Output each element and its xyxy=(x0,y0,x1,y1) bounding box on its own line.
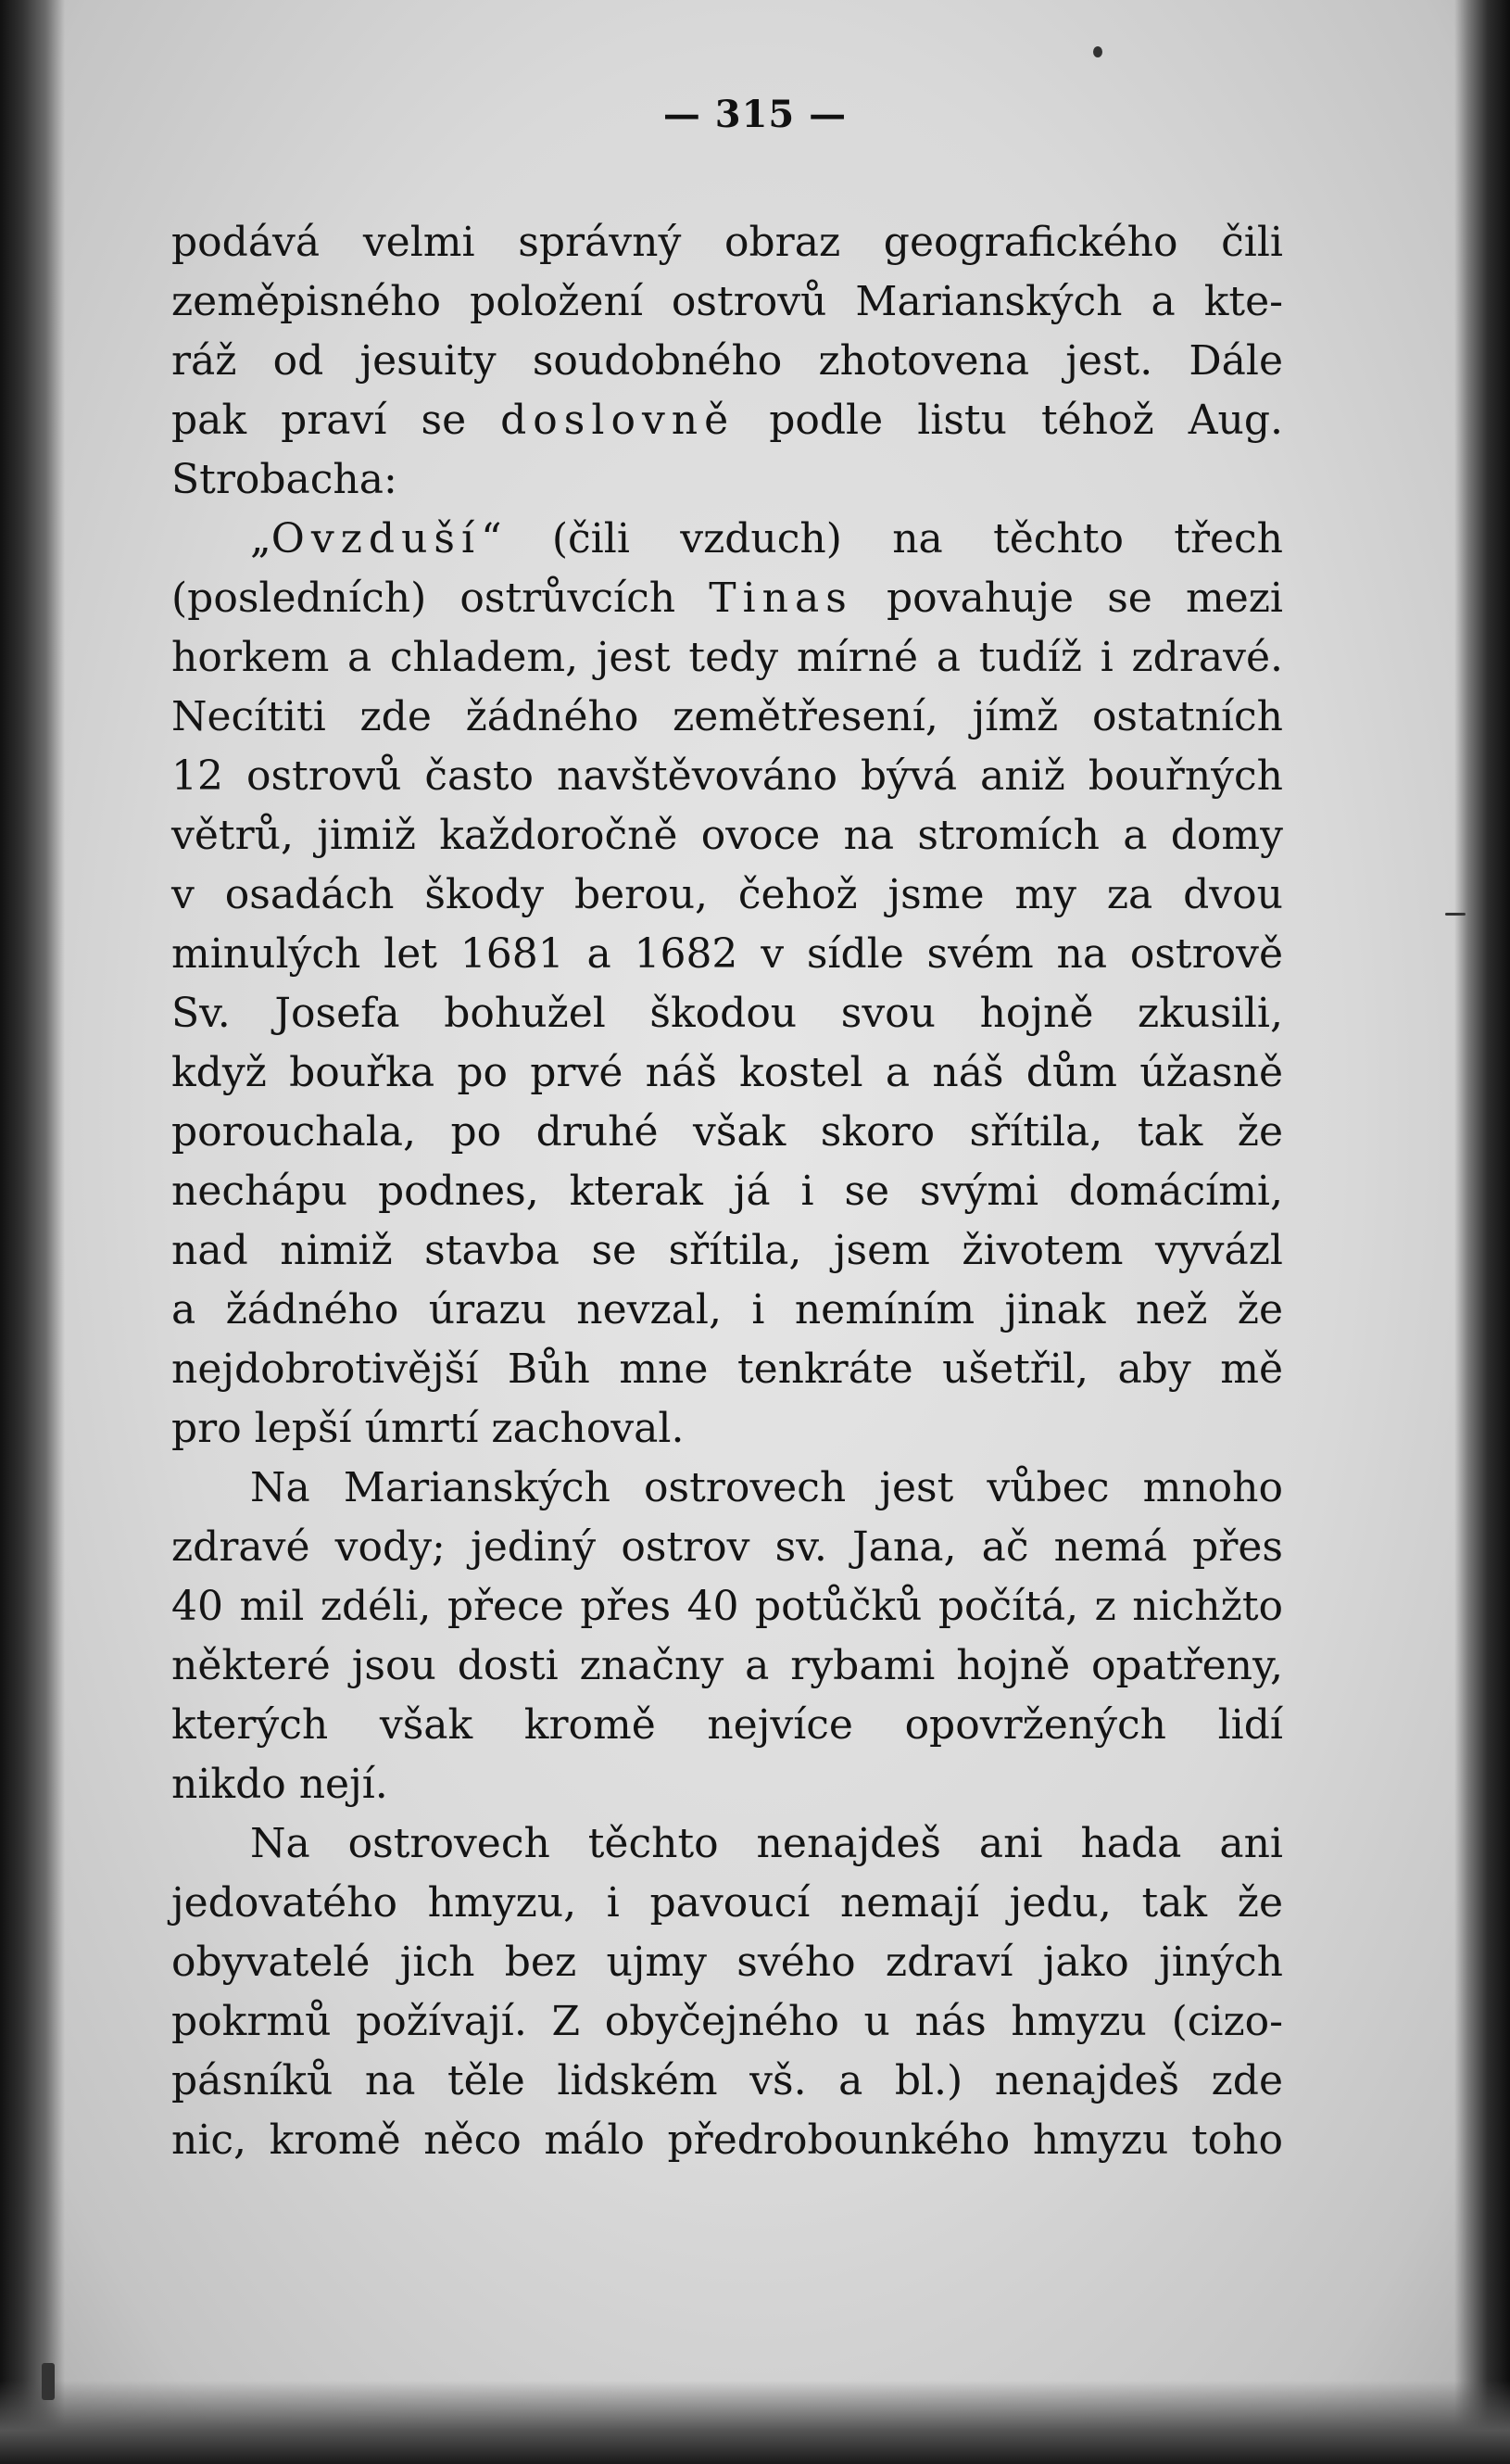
text-line: 40 mil zdéli, přece přes 40 potůčků počítá, z nichžto xyxy=(171,1583,1283,1630)
text-line: „Ovzduší“ (čili vzduch) na těchto třech xyxy=(250,515,1283,562)
emphasized-word: Tinas xyxy=(709,575,853,622)
text-line: Na ostrovech těchto nenajdeš ani hada ani xyxy=(250,1820,1283,1867)
text-line: nic, kromě něco málo předrobounkého hmyzu toho xyxy=(171,2117,1283,2164)
text-line: Sv. Josefa bohužel škodou svou hojně zkusili, xyxy=(171,990,1283,1037)
text-line: a žádného úrazu nevzal, i nemíním jinak než že xyxy=(171,1286,1283,1333)
text-line: když bouřka po prvé náš kostel a náš dům úžasně xyxy=(171,1049,1283,1096)
text-line: některé jsou dosti značny a rybami hojně opatřeny, xyxy=(171,1642,1283,1689)
text-line: pro lepší úmrtí zachoval. xyxy=(171,1405,685,1452)
text-line: jedovatého hmyzu, i pavoucí nemají jedu, tak že xyxy=(171,1879,1283,1927)
text-line: porouchala, po druhé však skoro sřítila, tak že xyxy=(171,1108,1283,1156)
text-line: v osadách škody berou, čehož jsme my za dvou xyxy=(171,871,1283,918)
page-edge-shadow-left xyxy=(0,0,65,2464)
text-line: nejdobrotivější Bůh mne tenkráte ušetřil, aby mě xyxy=(171,1346,1283,1393)
text-line: 12 ostrovů často navštěvováno bývá aniž bouřných xyxy=(171,752,1283,800)
text-line: nechápu podnes, kterak já i se svými domácími, xyxy=(171,1168,1283,1215)
text-line: obyvatelé jich bez ujmy svého zdraví jako jiných xyxy=(171,1939,1283,1986)
text-line: minulých let 1681 a 1682 v sídle svém na ostrově xyxy=(171,930,1283,978)
text-line: ráž od jesuity soudobného zhotovena jest. Dále xyxy=(171,337,1283,385)
body-text xyxy=(171,213,1283,2170)
ink-speck xyxy=(1093,46,1102,57)
text-line: pak praví se doslovně podle listu téhož Aug. xyxy=(171,397,1283,444)
ink-speck xyxy=(42,2363,55,2400)
text-line: větrů, jimiž každoročně ovoce na stromích a domy xyxy=(171,812,1283,859)
text-line: Na Marianských ostrovech jest vůbec mnoho xyxy=(250,1464,1283,1511)
text-line: Strobacha: xyxy=(171,456,397,503)
text-line: horkem a chladem, jest tedy mírné a tudíž i zdravé. xyxy=(171,634,1283,681)
emphasized-word: doslovně xyxy=(500,397,736,444)
text-line: nad nimiž stavba se sřítila, jsem životem vyvázl xyxy=(171,1227,1283,1274)
ink-speck xyxy=(1445,913,1466,916)
page-edge-shadow-right xyxy=(1454,0,1510,2464)
text-line: podává velmi správný obraz geografického čili xyxy=(171,219,1283,266)
text-line: pokrmů požívají. Z obyčejného u nás hmyzu (cizo- xyxy=(171,1998,1283,2045)
page-edge-shadow-bottom xyxy=(0,2381,1510,2464)
text-line: kterých však kromě nejvíce opovržených lidí xyxy=(171,1701,1283,1749)
text-line: (posledních) ostrůvcích Tinas povahuje se mezi xyxy=(171,575,1283,622)
page-number: — 315 — xyxy=(662,93,848,136)
text-line: pásníků na těle lidském vš. a bl.) nenajdeš zde xyxy=(171,2057,1283,2104)
text-line: nikdo nejí. xyxy=(171,1761,388,1808)
emphasized-word: Ovzduší xyxy=(271,515,482,562)
text-line: zdravé vody; jediný ostrov sv. Jana, ač nemá přes xyxy=(171,1523,1283,1571)
text-line: zeměpisného položení ostrovů Marianských a kte- xyxy=(171,278,1283,325)
text-line: Necítiti zde žádného zemětřesení, jímž ostatních xyxy=(171,693,1283,740)
